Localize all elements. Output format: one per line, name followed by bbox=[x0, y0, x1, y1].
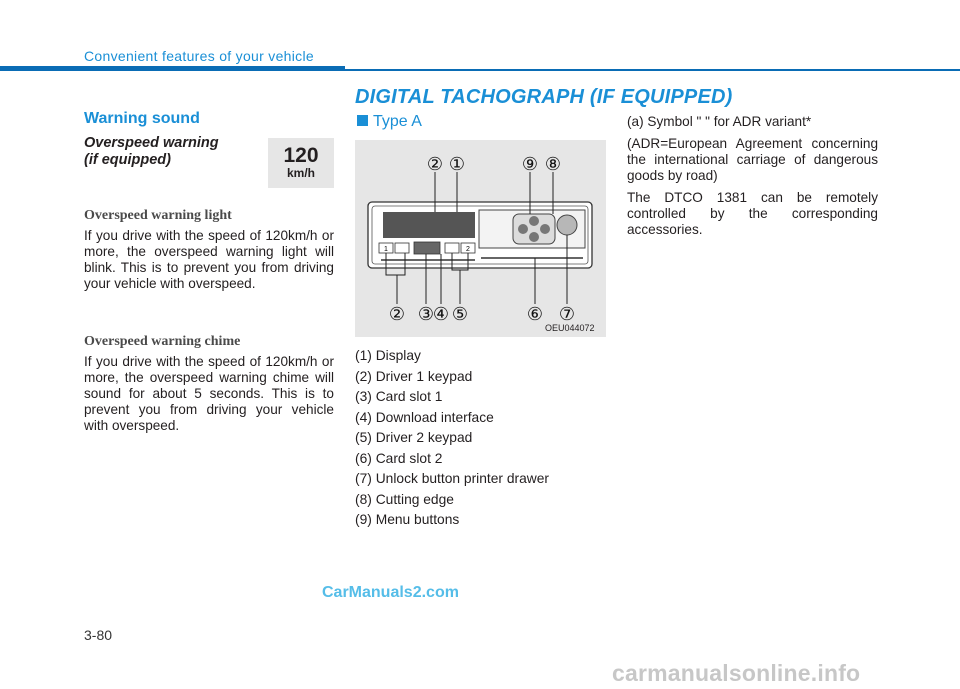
callout-1: ① bbox=[448, 154, 466, 175]
callout-5: ⑤ bbox=[451, 304, 469, 325]
bullet-square-icon bbox=[357, 115, 368, 126]
callout-4: ④ bbox=[432, 304, 450, 325]
callout-2-top: ② bbox=[426, 154, 444, 175]
list-item: (4) Download interface bbox=[355, 409, 494, 425]
type-a-label bbox=[357, 113, 422, 131]
list-item: (8) Cutting edge bbox=[355, 491, 454, 507]
type-a-text: Type A bbox=[373, 113, 422, 130]
speed-badge bbox=[268, 138, 334, 188]
callout-6: ⑥ bbox=[526, 304, 544, 325]
overspeed-subheading-line2: (if equipped) bbox=[84, 152, 171, 168]
list-item: (3) Card slot 1 bbox=[355, 389, 443, 404]
list-item: (6) Card slot 2 bbox=[355, 450, 443, 466]
warning-sound-heading: Warning sound bbox=[84, 110, 200, 127]
list-item: (7) Unlock button printer drawer bbox=[355, 471, 550, 486]
remote-control-text: The DTCO 1381 can be remotely controlled by the corresponding accessories. bbox=[627, 190, 878, 237]
watermark-link[interactable]: CarManuals2.com bbox=[322, 584, 459, 601]
callout-8: ⑧ bbox=[544, 154, 562, 175]
chime-text: If you drive with the speed of 120km/h or more, the overspeed warning chime will sound for about 5 seconds. This is to prevent you from driving your vehicle with overspeed. bbox=[84, 354, 334, 433]
callout-9: ⑨ bbox=[521, 154, 539, 175]
speed-badge-value: 120 bbox=[283, 144, 319, 167]
figure-code: OEU044072 bbox=[545, 323, 595, 333]
section-header: Convenient features of your vehicle bbox=[84, 48, 314, 64]
light-text: If you drive with the speed of 120km/h or more, the overspeed warning light will blink. This is to prevent you from driving your vehicle with overspeed. bbox=[84, 228, 334, 291]
list-item: (5) Driver 2 keypad bbox=[355, 430, 473, 445]
list-item: (9) Menu buttons bbox=[355, 512, 460, 527]
callout-7: ⑦ bbox=[558, 304, 576, 325]
speed-badge-unit: km/h bbox=[286, 166, 315, 180]
page-number: 3-80 bbox=[84, 627, 113, 643]
overspeed-subheading-line1: Overspeed warning bbox=[84, 135, 219, 151]
tachograph-illustration bbox=[355, 140, 606, 337]
chime-heading: Overspeed warning chime bbox=[84, 334, 241, 349]
list-item: (1) Display bbox=[355, 348, 421, 363]
overspeed-subheading bbox=[84, 135, 219, 169]
header-bar bbox=[0, 66, 345, 71]
list-item: (2) Driver 1 keypad bbox=[355, 368, 473, 384]
callout-2-bottom: ② bbox=[388, 304, 406, 325]
keypad-1-label: 1 bbox=[384, 246, 388, 253]
tachograph-figure bbox=[355, 140, 606, 337]
page-title: DIGITAL TACHOGRAPH (IF EQUIPPED) bbox=[355, 86, 733, 108]
adr-definition-text: (ADR=European Agreement concerning the international carriage of dangerous goods by road) bbox=[627, 136, 878, 183]
callout-3: ③ bbox=[417, 304, 435, 325]
site-watermark: carmanualsonline.info bbox=[612, 660, 861, 686]
keypad-2-label: 2 bbox=[466, 246, 470, 253]
right-column bbox=[627, 114, 878, 244]
adr-symbol-text: (a) Symbol " " for ADR variant* bbox=[627, 114, 812, 129]
header-rule bbox=[345, 69, 960, 71]
component-list bbox=[355, 346, 549, 531]
light-heading: Overspeed warning light bbox=[84, 208, 232, 223]
